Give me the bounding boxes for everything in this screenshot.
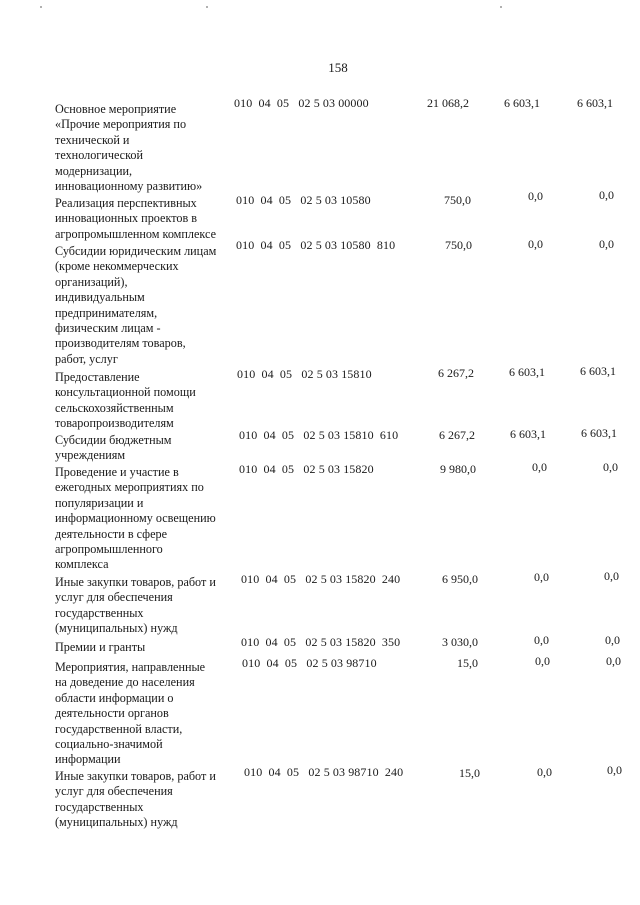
row-code: 010 04 05 02 5 03 15820 240 [241, 572, 401, 586]
row-code: 010 04 05 02 5 03 98710 [242, 656, 377, 670]
row-value-3: 0,0 [599, 237, 614, 251]
row-name: Предоставление консультационной помощи сельскохозяйственным товаропроизводителям [55, 370, 196, 431]
scan-mark-1 [40, 6, 42, 8]
row-code: 010 04 05 02 5 03 15820 [239, 462, 374, 476]
row-name: Иные закупки товаров, работ и услуг для обеспечения государственных (муниципальных) нужд [55, 575, 216, 636]
row-name: Иные закупки товаров, работ и услуг для обеспечения государственных (муниципальных) нужд [55, 769, 216, 830]
page-number: 158 [328, 60, 348, 75]
row-value-1: 6 950,0 [442, 572, 478, 586]
row-value-2: 0,0 [528, 189, 543, 203]
row-value-2: 6 603,1 [510, 427, 546, 441]
row-name: Мероприятия, направленные на доведение до населения области информации о деятельности органов государственной власти, социально-значимой информации [55, 660, 206, 767]
row-value-3: 0,0 [605, 633, 620, 647]
row-value-3: 6 603,1 [580, 364, 616, 378]
row-value-2: 0,0 [535, 654, 550, 668]
row-value-1: 15,0 [459, 766, 480, 780]
row-code: 010 04 05 02 5 03 98710 240 [244, 765, 404, 779]
row-code: 010 04 05 02 5 03 10580 810 [236, 238, 396, 252]
row-value-1: 3 030,0 [442, 635, 478, 649]
row-value-2: 0,0 [537, 765, 552, 779]
row-name: Проведение и участие в ежегодных мероприятиях по популяризации и информационному освещению деятельности в сфере агропромышленного комплекса [55, 465, 216, 572]
row-value-3: 0,0 [604, 569, 619, 583]
row-code: 010 04 05 02 5 03 15810 610 [239, 428, 399, 442]
row-value-3: 6 603,1 [577, 96, 613, 110]
row-name: Реализация перспективных инновационных проектов в агропромышленном комплексе [55, 196, 216, 241]
row-code: 010 04 05 02 5 03 00000 [234, 96, 369, 110]
row-code: 010 04 05 02 5 03 15810 [237, 367, 372, 381]
row-name: Субсидии юридическим лицам (кроме некоммерческих организаций), индивидуальным предпринимателям, физическим лицам - производителям товаров, работ, услуг [55, 244, 217, 366]
row-value-3: 0,0 [603, 460, 618, 474]
row-code: 010 04 05 02 5 03 10580 [236, 193, 371, 207]
row-value-2: 0,0 [532, 460, 547, 474]
row-value-3: 0,0 [607, 763, 622, 777]
row-value-1: 6 267,2 [438, 366, 474, 380]
scan-mark-2 [206, 6, 208, 8]
row-value-3: 0,0 [606, 654, 621, 668]
row-value-1: 21 068,2 [427, 96, 469, 110]
row-name: Основное мероприятие «Прочие мероприятия по технической и технологической модернизации, инновационному развитию» [55, 102, 203, 194]
row-code: 010 04 05 02 5 03 15820 350 [241, 635, 401, 649]
row-value-2: 6 603,1 [509, 365, 545, 379]
row-value-1: 15,0 [457, 656, 478, 670]
row-name: Субсидии бюджетным учреждениям [55, 433, 172, 463]
row-value-1: 6 267,2 [439, 428, 475, 442]
row-value-1: 9 980,0 [440, 462, 476, 476]
row-value-1: 750,0 [445, 238, 472, 252]
scan-mark-3 [500, 6, 502, 8]
row-value-2: 6 603,1 [504, 96, 540, 110]
row-name: Премии и гранты [55, 640, 146, 654]
row-value-3: 0,0 [599, 188, 614, 202]
row-value-2: 0,0 [534, 570, 549, 584]
row-value-3: 6 603,1 [581, 426, 617, 440]
row-value-1: 750,0 [444, 193, 471, 207]
row-value-2: 0,0 [534, 633, 549, 647]
row-value-2: 0,0 [528, 237, 543, 251]
